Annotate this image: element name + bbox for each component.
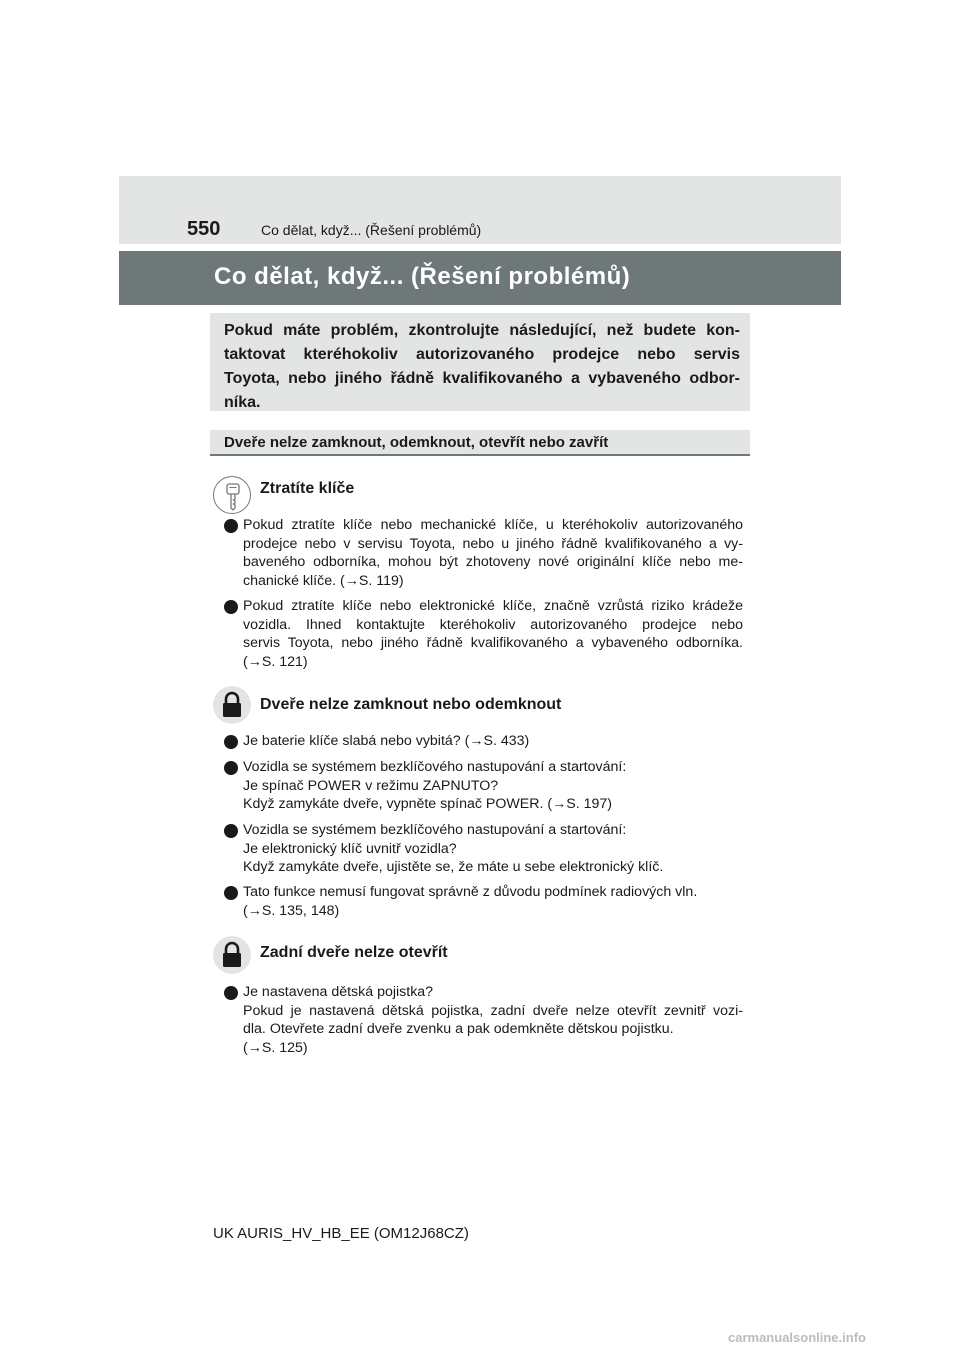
section-heading-text: Dveře nelze zamknout, odemknout, otevřít nebo zavřít	[224, 434, 609, 451]
text-line: Je nastavena dětská pojistka?	[243, 984, 434, 1000]
text-line: Když zamykáte dveře, ujistěte se, že máte u sebe elektronický klíč.	[243, 859, 664, 875]
bullet	[224, 519, 238, 533]
bullet	[224, 824, 238, 838]
text-line: Je baterie klíče slabá nebo vybitá? (→S. 433)	[243, 733, 530, 749]
bullet	[224, 761, 238, 775]
text-line: baveného odborníka, mohou být zhotoveny nové originální klíče nebo me-	[243, 554, 743, 570]
text-line: Pokud ztratíte klíče nebo elektronické klíče, značně vzrůstá riziko krádeže	[243, 598, 743, 614]
lock-icon	[213, 936, 251, 974]
paragraph-rear-door-1	[243, 983, 743, 1057]
text-line: vozidla. Ihned kontaktujte kteréhokoliv autorizovaného prodejce nebo	[243, 616, 743, 633]
text-line: (→S. 135, 148)	[243, 902, 340, 919]
text-line: (→S. 121)	[243, 653, 308, 670]
text-line: (→S. 125)	[243, 1039, 308, 1056]
paragraph-lost-keys-2	[243, 597, 743, 671]
intro-line: Pokud máte problém, zkontrolujte následující, než budete kon-	[224, 322, 740, 339]
text-line: Vozidla se systémem bezklíčového nastupování a startování:	[243, 759, 627, 775]
paragraph-lock-1	[243, 732, 743, 751]
page-number: 550	[187, 218, 221, 240]
text-line: Když zamykáte dveře, vypněte spínač POWER. (→S. 197)	[243, 796, 613, 812]
text-line: Pokud je nastavená dětská pojistka, zadní dveře nelze otevřít zevnitř vozi-	[243, 1002, 743, 1019]
footer-model-code: UK AURIS_HV_HB_EE (OM12J68CZ)	[213, 1225, 469, 1242]
text-line: chanické klíče. (→S. 119)	[243, 572, 404, 589]
running-title: Co dělat, když... (Řešení problémů)	[261, 222, 482, 238]
bullet	[224, 986, 238, 1000]
bullet	[224, 735, 238, 749]
text-line: Pokud ztratíte klíče nebo mechanické klíče, u kteréhokoliv autorizovaného	[243, 517, 743, 533]
paragraph-lost-keys-1	[243, 516, 743, 590]
bullet	[224, 886, 238, 900]
lock-icon	[213, 686, 251, 724]
intro-line: níka.	[224, 394, 261, 411]
text-line: Vozidla se systémem bezklíčového nastupování a startování:	[243, 822, 627, 838]
bullet	[224, 600, 238, 614]
intro-line: taktovat kteréhokoliv autorizovaného prodejce nebo servis	[224, 346, 740, 363]
text-line: dla. Otevřete zadní dveře zvenku a pak odemkněte dětskou pojistku.	[243, 1021, 674, 1037]
page-title: Co dělat, když... (Řešení problémů)	[214, 263, 631, 290]
text-line: Tato funkce nemusí fungovat správně z důvodu podmínek radiových vln.	[243, 884, 698, 900]
sub-heading-rear-door: Zadní dveře nelze otevřít	[260, 944, 448, 961]
intro-text	[224, 319, 740, 415]
text-line: prodejce nebo v servisu Toyota, nebo u jiného řádně kvalifikovaného a vy-	[243, 535, 743, 552]
text-line: Je spínač POWER v režimu ZAPNUTO?	[243, 777, 499, 794]
intro-line: Toyota, nebo jiného řádně kvalifikovaného a vybaveného odbor-	[224, 370, 740, 387]
watermark: carmanualsonline.info	[728, 1330, 866, 1345]
paragraph-lock-2	[243, 758, 743, 814]
key-icon	[213, 476, 251, 514]
paragraph-lock-4	[243, 883, 743, 920]
text-line: Je elektronický klíč uvnitř vozidla?	[243, 840, 457, 857]
sub-heading-lock-unlock: Dveře nelze zamknout nebo odemknout	[260, 696, 562, 713]
text-line: servis Toyota, nebo jiného řádně kvalifikovaného a vybaveného odborníka.	[243, 635, 743, 651]
section-heading	[210, 430, 750, 456]
sub-heading-lost-keys: Ztratíte klíče	[260, 480, 355, 497]
paragraph-lock-3	[243, 821, 743, 877]
